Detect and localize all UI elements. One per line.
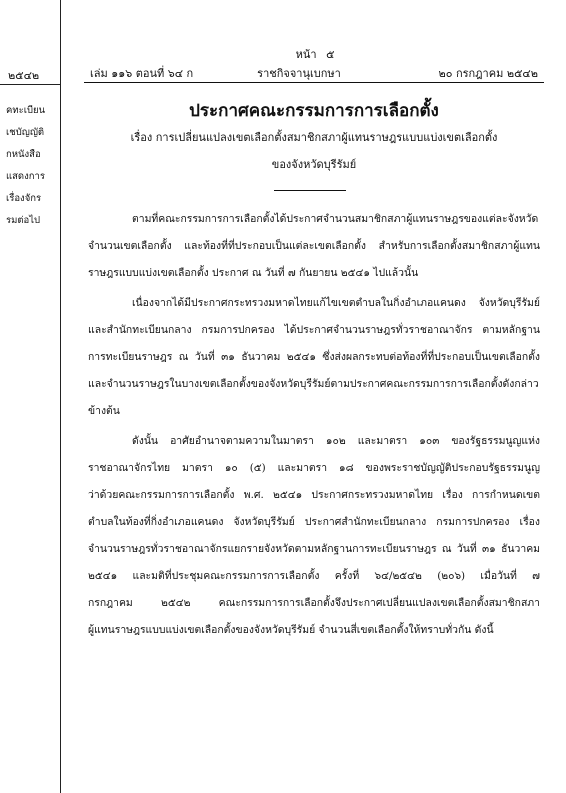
body-line: ตำบลในท้องที่กิ่งอำเภอแคนดง จังหวัดบุรีรัมย์ ประกาศสำนักทะเบียนกลาง กรมการปกครอง เรื่อง xyxy=(88,516,540,528)
running-header xyxy=(90,64,538,80)
announcement-subject: เรื่อง การเปลี่ยนแปลงเขตเลือกตั้งสมาชิกสภาผู้แทนราษฎรแบบแบ่งเขตเลือกตั้ง xyxy=(130,131,498,144)
gazette-name: ราชกิจจานุเบกษา xyxy=(257,67,341,80)
body-line: และสำนักทะเบียนกลาง กรมการปกครอง ได้ประกาศจำนวนราษฎรทั่วราชอาณาจักร ตามหลักฐาน xyxy=(88,324,540,336)
spine-line: เชบัญญัติ xyxy=(6,127,45,138)
volume-info: เล่ม ๑๑๖ ตอนที่ ๖๔ ก xyxy=(90,67,194,80)
issue-date: ๒๐ กรกฎาคม ๒๕๔๒ xyxy=(438,67,538,80)
spine-line: คทะเบียน xyxy=(6,105,46,116)
page-number xyxy=(0,45,566,63)
spine-text xyxy=(6,100,56,232)
body-line: จำนวนราษฎรทั่วราชอาณาจักรแยกรายจังหวัดตามหลักฐานการทะเบียนราษฎร ณ วันที่ ๓๑ ธันวาคม xyxy=(88,543,540,555)
spine-strip xyxy=(0,0,61,793)
body-line: กรกฎาคม ๒๕๔๒ คณะกรรมการการเลือกตั้งจึงประกาศเปลี่ยนแปลงเขตเลือกตั้งสมาชิกสภา xyxy=(88,597,540,609)
spine-divider xyxy=(0,84,60,85)
body-line: ผู้แทนราษฎรแบบแบ่งเขตเลือกตั้งของจังหวัดบุรีรัมย์ จำนวนสี่เขตเลือกตั้งให้ทราบทั่วกัน ดังนี้ xyxy=(88,624,494,636)
body-line: ราษฎรแบบแบ่งเขตเลือกตั้ง ประกาศ ณ วันที่ ๗ กันยายน ๒๕๔๑ ไปแล้วนั้น xyxy=(88,267,419,279)
body-line: ๒๕๔๑ และมติที่ประชุมคณะกรรมการการเลือกตั้ง ครั้งที่ ๖๔/๒๕๔๒ (๒๐๖) เมื่อวันที่ ๗ xyxy=(88,570,540,582)
body-line: และจำนวนราษฎรในบางเขตเลือกตั้งของจังหวัดบุรีรัมย์ตามประกาศคณะกรรมการการเลือกตั้งดังกล่าว xyxy=(88,378,539,390)
body-line: ราชอาณาจักรไทย มาตรา ๑๐ (๕) และมาตรา ๑๘ ของพระราชบัญญัติประกอบรัฐธรรมนูญ xyxy=(88,462,540,474)
header-divider xyxy=(84,82,544,83)
spine-line: เรื่องจักร xyxy=(6,193,42,204)
body-line: ข้างต้น xyxy=(88,405,120,417)
body-line: การทะเบียนราษฎร ณ วันที่ ๓๑ ธันวาคม ๒๕๔๑ ซึ่งส่งผลกระทบต่อท้องที่ที่ประกอบเป็นเขตเลือกตั้ง xyxy=(88,351,540,363)
body-line: ตามที่คณะกรรมการการเลือกตั้งได้ประกาศจำนวนสมาชิกสภาผู้แทนราษฎรของแต่ละจังหวัด xyxy=(132,213,539,225)
body-line: ว่าด้วยคณะกรรมการการเลือกตั้ง พ.ศ. ๒๕๔๑ ประกาศกระทรวงมหาดไทย เรื่อง การกำหนดเขต xyxy=(88,489,540,501)
body-line: ดังนั้น อาศัยอำนาจตามความในมาตรา ๑๐๒ และมาตรา ๑๐๓ ของรัฐธรรมนูญแห่ง xyxy=(132,435,540,447)
spine-line: กหนังสือ xyxy=(6,149,41,160)
announcement-title: ประกาศคณะกรรมการการเลือกตั้ง xyxy=(189,101,439,121)
spine-line: รมต่อไป xyxy=(6,215,41,226)
announcement-subject-continued: ของจังหวัดบุรีรัมย์ xyxy=(271,158,357,171)
page-label: หน้า xyxy=(295,48,317,61)
title-divider xyxy=(274,190,346,191)
spine-year: ๒๕๔๒ xyxy=(8,69,40,82)
spine-line: แสดงการ xyxy=(6,171,45,182)
body-line: จำนวนเขตเลือกตั้ง และท้องที่ที่ประกอบเป็นแต่ละเขตเลือกตั้ง สำหรับการเลือกตั้งสมาชิกสภาผู้แทน xyxy=(88,240,540,252)
page-number-value: ๕ xyxy=(326,48,335,61)
body-line: เนื่องจากได้มีประกาศกระทรวงมหาดไทยแก้ไขเขตตำบลในกิ่งอำเภอแคนดง จังหวัดบุรีรัมย์ xyxy=(132,297,540,309)
